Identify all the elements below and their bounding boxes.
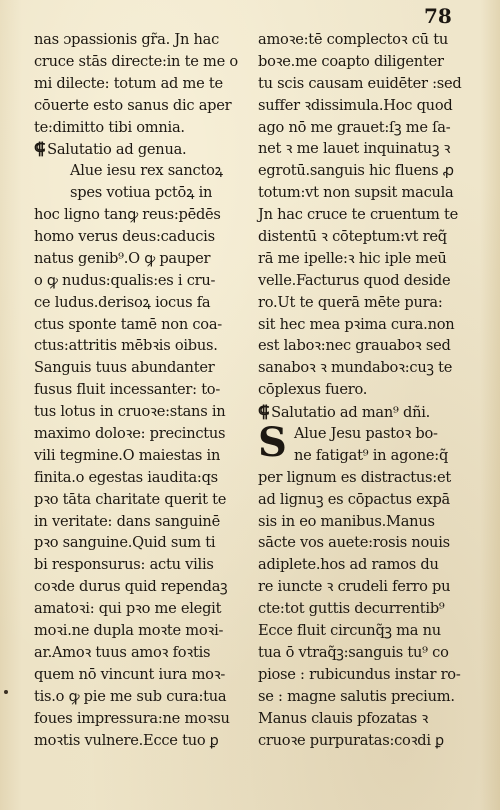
left-column-line [34,270,256,292]
left-column-line [34,314,256,336]
left-column-line [34,160,256,182]
left-column-line [34,226,256,248]
right-column-line [258,335,476,357]
line-text: egrotū.sanguis hic fluens ꝓ [258,162,454,180]
right-column-line [258,314,476,336]
line-text: nas ɔpassionis gr̃a. Jn hac [34,31,220,48]
left-column-line [34,379,256,401]
line-text: cruce stās directe:in te me o [34,52,238,70]
right-column-line [258,642,476,664]
left-column-line [34,554,256,576]
line-text: amoꝛe:tē complectoꝛ cū tu [258,31,448,48]
left-column-line [34,445,256,467]
line-text: suffer ꝛdissimula.Hoc quod [258,96,453,114]
line-text: se : magne salutis precium. [258,687,455,705]
line-text: piose : rubicundus instar ro- [258,665,461,683]
left-column-line [34,335,256,357]
left-column-line [34,598,256,620]
line-text: homo verus deus:caducis [34,228,215,246]
right-column-line [258,204,476,226]
line-text: Alue iesu rex sanctoꝝ [70,162,223,180]
line-text: finita.o egestas iaudita:qs [34,468,218,486]
right-column-line [258,226,476,248]
right-column-line [258,686,476,708]
line-text: te:dimitto tibi omnia. [34,118,185,136]
line-text: moꝛi.ne dupla moꝛte moꝛi- [34,622,224,640]
left-column-line [34,401,256,423]
line-text: boꝛe.me coapto diligenter [258,52,444,70]
right-column-line [258,532,476,554]
line-text: ro.Ut te querā mēte pura: [258,293,443,311]
left-column-line [34,357,256,379]
line-text: cte:tot guttis decurrentib⁹ [258,600,445,618]
right-text-column [258,29,476,751]
line-text: Sanguis tuus abundanter [34,359,215,377]
line-text: totum:vt non supsit macula [258,184,454,202]
line-text: maximo doloꝛe: precinctus [34,425,226,443]
left-column-line [34,708,256,730]
left-column-line [34,95,256,117]
line-text: re iuncte ꝛ crudeli ferro pu [258,578,451,596]
left-text-column [34,29,256,751]
left-column-line [34,248,256,270]
left-column-line [34,73,256,95]
line-text: hoc ligno tanꝙ reus:pēdēs [34,206,221,224]
right-column-line [258,138,476,160]
line-text: cōuerte esto sanus dic aper [34,96,232,114]
line-text: sis in eo manibus.Manus [258,512,435,530]
line-text: sācte vos auete:rosis nouis [258,534,450,552]
left-column-line [34,642,256,664]
line-text: mi dilecte: totum ad me te [34,74,223,92]
left-column-line [34,292,256,314]
line-text: Jn hac cruce te cruentum te [258,206,459,224]
line-text: distentū ꝛ cōteptum:vt req̃ [258,228,447,246]
line-text: tua ō vtraq̃ꝫ:sanguis tu⁹ co [258,643,449,661]
line-text: moꝛtis vulnere.Ecce tuo ꝑ [34,731,219,749]
right-column-line [258,95,476,117]
right-column-line [258,160,476,182]
line-text: ar.Amoꝛ tuus amoꝛ foꝛtis [34,643,211,661]
line-text: ne fatigat⁹ in agone:q̃ [294,446,449,464]
right-column-line [258,292,476,314]
left-column-line [34,620,256,642]
folio-number: 78 [424,4,452,28]
right-column-line [258,489,476,511]
line-text: bi responsurus: actu vilis [34,556,214,574]
left-column-line [34,511,256,533]
left-column-line [34,686,256,708]
left-column-line [34,51,256,73]
right-column-line [258,29,476,51]
right-column-line [258,379,476,401]
right-column-line [258,620,476,642]
line-text: ce ludus.derisoꝝ iocus fa [34,293,211,311]
left-column-line [34,117,256,139]
left-column-line [34,182,256,204]
line-text: rā me ipelle:ꝛ hic iple meū [258,249,447,267]
drop-initial-letter: S [258,419,287,467]
line-text: pꝛo tāta charitate querit te [34,490,227,508]
line-text: coꝛde durus quid rependaꝫ [34,578,228,596]
line-text: sit hec mea pꝛima cura.non [258,315,455,333]
line-text: tu scis causam euidēter :sed [258,74,462,92]
line-text: quem nō vincunt iura moꝛ- [34,665,226,683]
left-column-line [34,29,256,51]
line-text: velle.Facturus quod deside [258,271,451,289]
line-text: vili tegmine.O maiestas in [34,446,221,464]
line-text: Ecce fluit circunq̃ꝫ ma nu [258,622,441,640]
line-text: natus genib⁹.O ꝙ pauper [34,249,211,267]
line-text: ad lignuꝫ es cōpactus expā [258,490,450,508]
left-column-line [34,423,256,445]
right-column-line [258,511,476,533]
line-text: Salutatio ad genua. [47,141,187,159]
line-text: fusus fluit incessanter: to- [34,381,221,399]
line-text: amatoꝛi: qui pꝛo me elegit [34,600,222,618]
left-column-line [34,576,256,598]
right-column-line [258,51,476,73]
line-text: tus lotus in cruoꝛe:stans in [34,403,226,421]
right-column-line [258,445,476,467]
right-column-line [258,554,476,576]
line-text: adiplete.hos ad ramos du [258,556,439,574]
right-column-line [258,664,476,686]
line-text: foues impressura:ne moꝛsu [34,709,230,727]
line-text: ctus sponte tamē non coa- [34,315,222,333]
left-column-line [34,467,256,489]
left-column-line [34,138,256,160]
line-text: sanaboꝛ ꝛ mundaboꝛ:cuꝫ te [258,359,453,377]
line-text: pꝛo sanguine.Quid sum ti [34,534,216,552]
line-text: tis.o ꝙ pie me sub cura:tua [34,687,227,705]
right-column-line [258,73,476,95]
right-column-line [258,357,476,379]
left-column-line [34,730,256,752]
line-text: per lignum es distractus:et [258,468,451,486]
right-column-line [258,708,476,730]
right-column-line [258,248,476,270]
right-column-line [258,270,476,292]
paragraph-mark-icon: ⸿ [34,139,46,159]
right-column-line [258,182,476,204]
line-text: ctus:attritis mēbꝛis oibus. [34,337,218,355]
right-column-line [258,598,476,620]
right-column-line [258,467,476,489]
margin-speck [4,690,8,694]
right-column-line [258,401,476,423]
line-text: net ꝛ me lauet inquinatuꝫ ꝛ [258,140,451,158]
right-column-line [258,117,476,139]
left-column-line [34,204,256,226]
right-column-line [258,576,476,598]
line-text: ago nō me grauet:ſꝫ me ſa- [258,118,451,136]
line-text: Manus clauis pfozatas ꝛ [258,709,429,727]
line-text: o ꝙ nudus:qualis:es i cru- [34,271,216,289]
right-column-line [258,730,476,752]
line-text: Alue Jesu pastoꝛ bo- [294,425,438,443]
left-column-line [34,664,256,686]
line-text: cruoꝛe purpuratas:coꝛdi ꝑ [258,731,444,749]
line-text: cōplexus fuero. [258,381,368,399]
left-column-line [34,532,256,554]
left-column-line [34,489,256,511]
line-text: in veritate: dans sanguinē [34,512,220,530]
line-text: Salutatio ad man⁹ dñi. [271,404,431,422]
line-text: est laboꝛ:nec grauaboꝛ sed [258,337,451,355]
line-text: spes votiua pctōꝝ in [70,184,213,202]
paragraph-mark-icon: ⸿ [258,402,270,422]
